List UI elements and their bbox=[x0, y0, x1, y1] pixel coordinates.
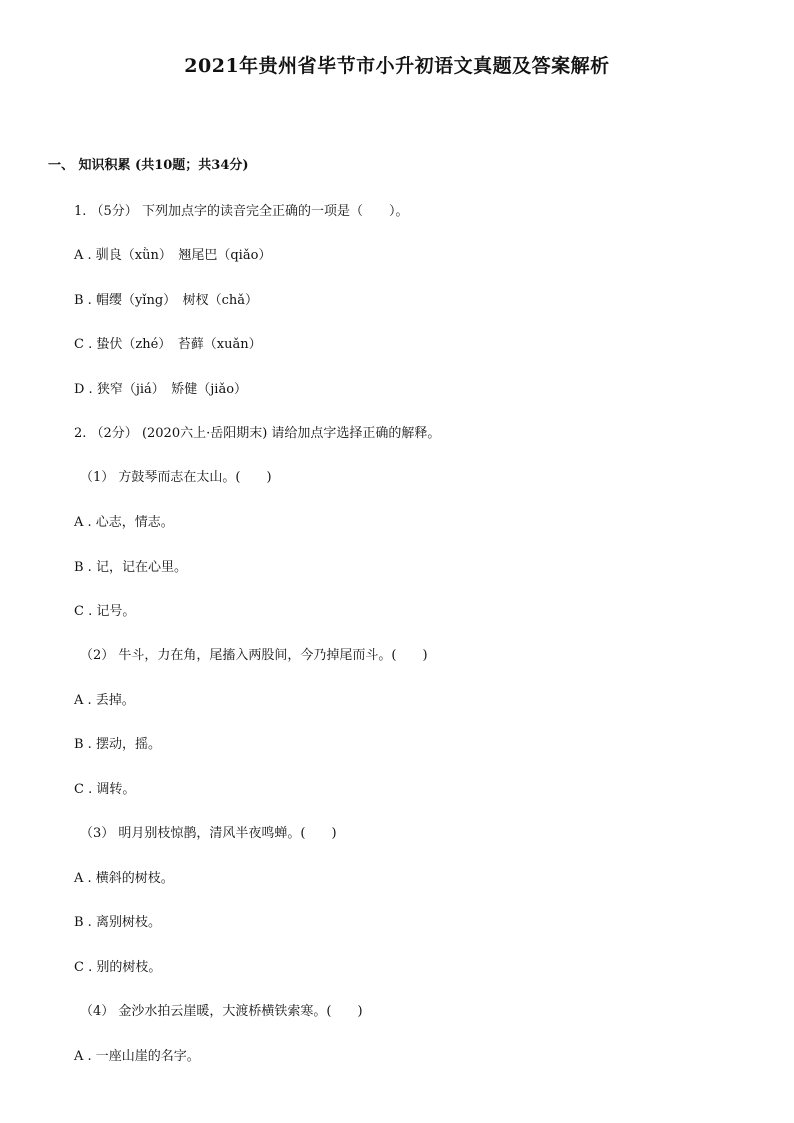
document-title: 2021年贵州省毕节市小升初语文真题及答案解析 bbox=[184, 55, 610, 77]
question-2-sub-1-option-b: B . 记，记在心里。 bbox=[74, 560, 187, 575]
question-2-sub-1-option-a: A . 心志，情志。 bbox=[74, 515, 174, 530]
question-2-stem: 2. （2分） (2020六上·岳阳期末) 请给加点字选择正确的解释。 bbox=[74, 426, 441, 441]
question-2-sub-2-option-b: B . 摆动，摇。 bbox=[74, 737, 161, 752]
question-1-option-b: B . 帽缨（yǐng） 树杈（chǎ） bbox=[74, 293, 259, 308]
question-1-option-c: C . 蛰伏（zhé） 苔藓（xuǎn） bbox=[74, 337, 262, 352]
section-heading: 一、 知识积累 (共10题；共34分) bbox=[48, 158, 249, 173]
question-2-sub-2-option-c: C . 调转。 bbox=[74, 782, 136, 797]
question-2-sub-1-option-c: C . 记号。 bbox=[74, 604, 136, 619]
question-2-sub-3-option-b: B . 离别树枝。 bbox=[74, 915, 161, 930]
question-2-sub-1: （1） 方鼓琴而志在太山。( ) bbox=[80, 470, 272, 485]
question-1-stem: 1. （5分） 下列加点字的读音完全正确的一项是（ ）。 bbox=[74, 204, 409, 219]
question-2-sub-2: （2） 牛斗，力在角，尾搐入两股间，今乃掉尾而斗。( ) bbox=[80, 648, 428, 663]
question-2-sub-3: （3） 明月别枝惊鹊，清风半夜鸣蝉。( ) bbox=[80, 826, 337, 841]
question-2-sub-3-option-a: A . 横斜的树枝。 bbox=[74, 871, 174, 886]
question-2-sub-4-option-a: A . 一座山崖的名字。 bbox=[74, 1049, 200, 1064]
question-1-option-d: D . 狭窄（jiá） 矫健（jiǎo） bbox=[74, 382, 248, 397]
question-2-sub-4: （4） 金沙水拍云崖暖，大渡桥横铁索寒。( ) bbox=[80, 1004, 363, 1019]
question-2-sub-2-option-a: A . 丢掉。 bbox=[74, 693, 135, 708]
question-2-sub-3-option-c: C . 别的树枝。 bbox=[74, 960, 162, 975]
question-1-option-a: A . 驯良（xǜn） 翘尾巴（qiǎo） bbox=[74, 248, 272, 263]
